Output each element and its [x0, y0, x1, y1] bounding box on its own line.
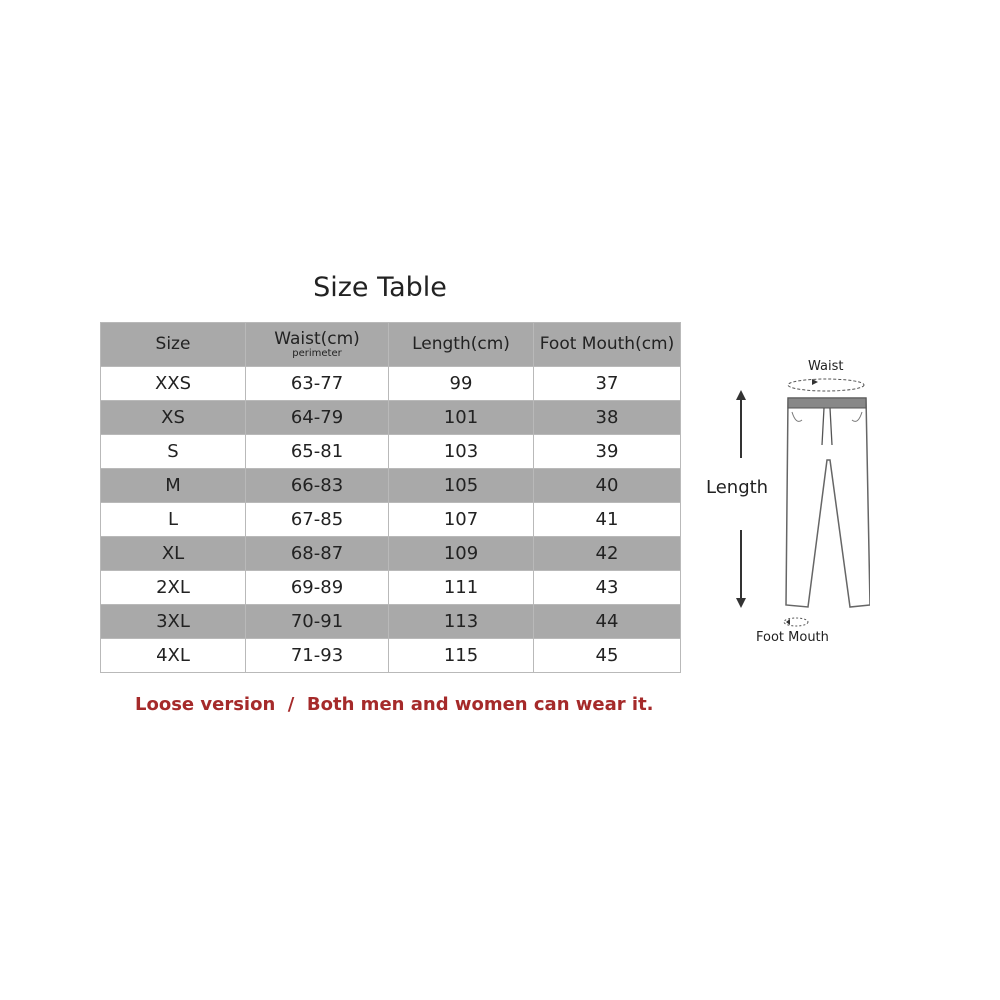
cell-waist: 63-77	[246, 367, 389, 401]
cell-size: M	[101, 469, 246, 503]
cell-length: 103	[389, 435, 534, 469]
cell-size: XS	[101, 401, 246, 435]
table-row	[101, 605, 681, 639]
table-row	[101, 469, 681, 503]
pants-outline-icon	[690, 350, 870, 660]
cell-foot-mouth: 44	[534, 605, 681, 639]
cell-size: XXS	[101, 367, 246, 401]
table-row	[101, 537, 681, 571]
foot-mouth-label: Foot Mouth	[756, 630, 829, 645]
header-waist-sub: perimeter	[292, 347, 342, 359]
cell-foot-mouth: 38	[534, 401, 681, 435]
cell-waist: 67-85	[246, 503, 389, 537]
cell-length: 99	[389, 367, 534, 401]
cell-size: S	[101, 435, 246, 469]
cell-waist: 68-87	[246, 537, 389, 571]
table-row	[101, 503, 681, 537]
header-row	[101, 323, 681, 367]
cell-length: 111	[389, 571, 534, 605]
length-label: Length	[706, 477, 769, 498]
foot-mouth-arrow-icon	[786, 619, 790, 625]
cell-foot-mouth: 42	[534, 537, 681, 571]
fit-note: Loose version / Both men and women can wear it.	[135, 694, 654, 715]
pants-outline	[786, 398, 870, 607]
table-body	[101, 367, 681, 673]
table-row	[101, 435, 681, 469]
cell-waist: 65-81	[246, 435, 389, 469]
header-foot-mouth: Foot Mouth(cm)	[534, 323, 681, 367]
cell-size: XL	[101, 537, 246, 571]
pants-diagram	[690, 350, 870, 660]
cell-foot-mouth: 41	[534, 503, 681, 537]
cell-size: 4XL	[101, 639, 246, 673]
table-row	[101, 401, 681, 435]
waist-label: Waist	[808, 359, 844, 374]
table-row	[101, 639, 681, 673]
header-size: Size	[101, 323, 246, 367]
length-arrowhead-down-icon	[736, 598, 746, 608]
table-row	[101, 367, 681, 401]
cell-size: 3XL	[101, 605, 246, 639]
header-waist-label: Waist(cm)	[274, 328, 360, 349]
page-title: Size Table	[313, 272, 447, 303]
cell-length: 107	[389, 503, 534, 537]
header-waist	[246, 323, 389, 367]
cell-foot-mouth: 40	[534, 469, 681, 503]
cell-length: 105	[389, 469, 534, 503]
length-arrowhead-up-icon	[736, 390, 746, 400]
table-header	[101, 323, 681, 367]
waistband	[788, 398, 866, 408]
cell-size: 2XL	[101, 571, 246, 605]
cell-waist: 70-91	[246, 605, 389, 639]
cell-length: 109	[389, 537, 534, 571]
cell-foot-mouth: 39	[534, 435, 681, 469]
cell-foot-mouth: 43	[534, 571, 681, 605]
cell-waist: 69-89	[246, 571, 389, 605]
cell-waist: 64-79	[246, 401, 389, 435]
cell-size: L	[101, 503, 246, 537]
waist-arrow-icon	[812, 379, 818, 385]
cell-foot-mouth: 37	[534, 367, 681, 401]
cell-waist: 71-93	[246, 639, 389, 673]
cell-foot-mouth: 45	[534, 639, 681, 673]
waist-measure-ellipse	[788, 379, 864, 391]
header-length: Length(cm)	[389, 323, 534, 367]
cell-length: 113	[389, 605, 534, 639]
table-row	[101, 571, 681, 605]
cell-waist: 66-83	[246, 469, 389, 503]
cell-length: 101	[389, 401, 534, 435]
cell-length: 115	[389, 639, 534, 673]
size-table	[100, 322, 681, 673]
